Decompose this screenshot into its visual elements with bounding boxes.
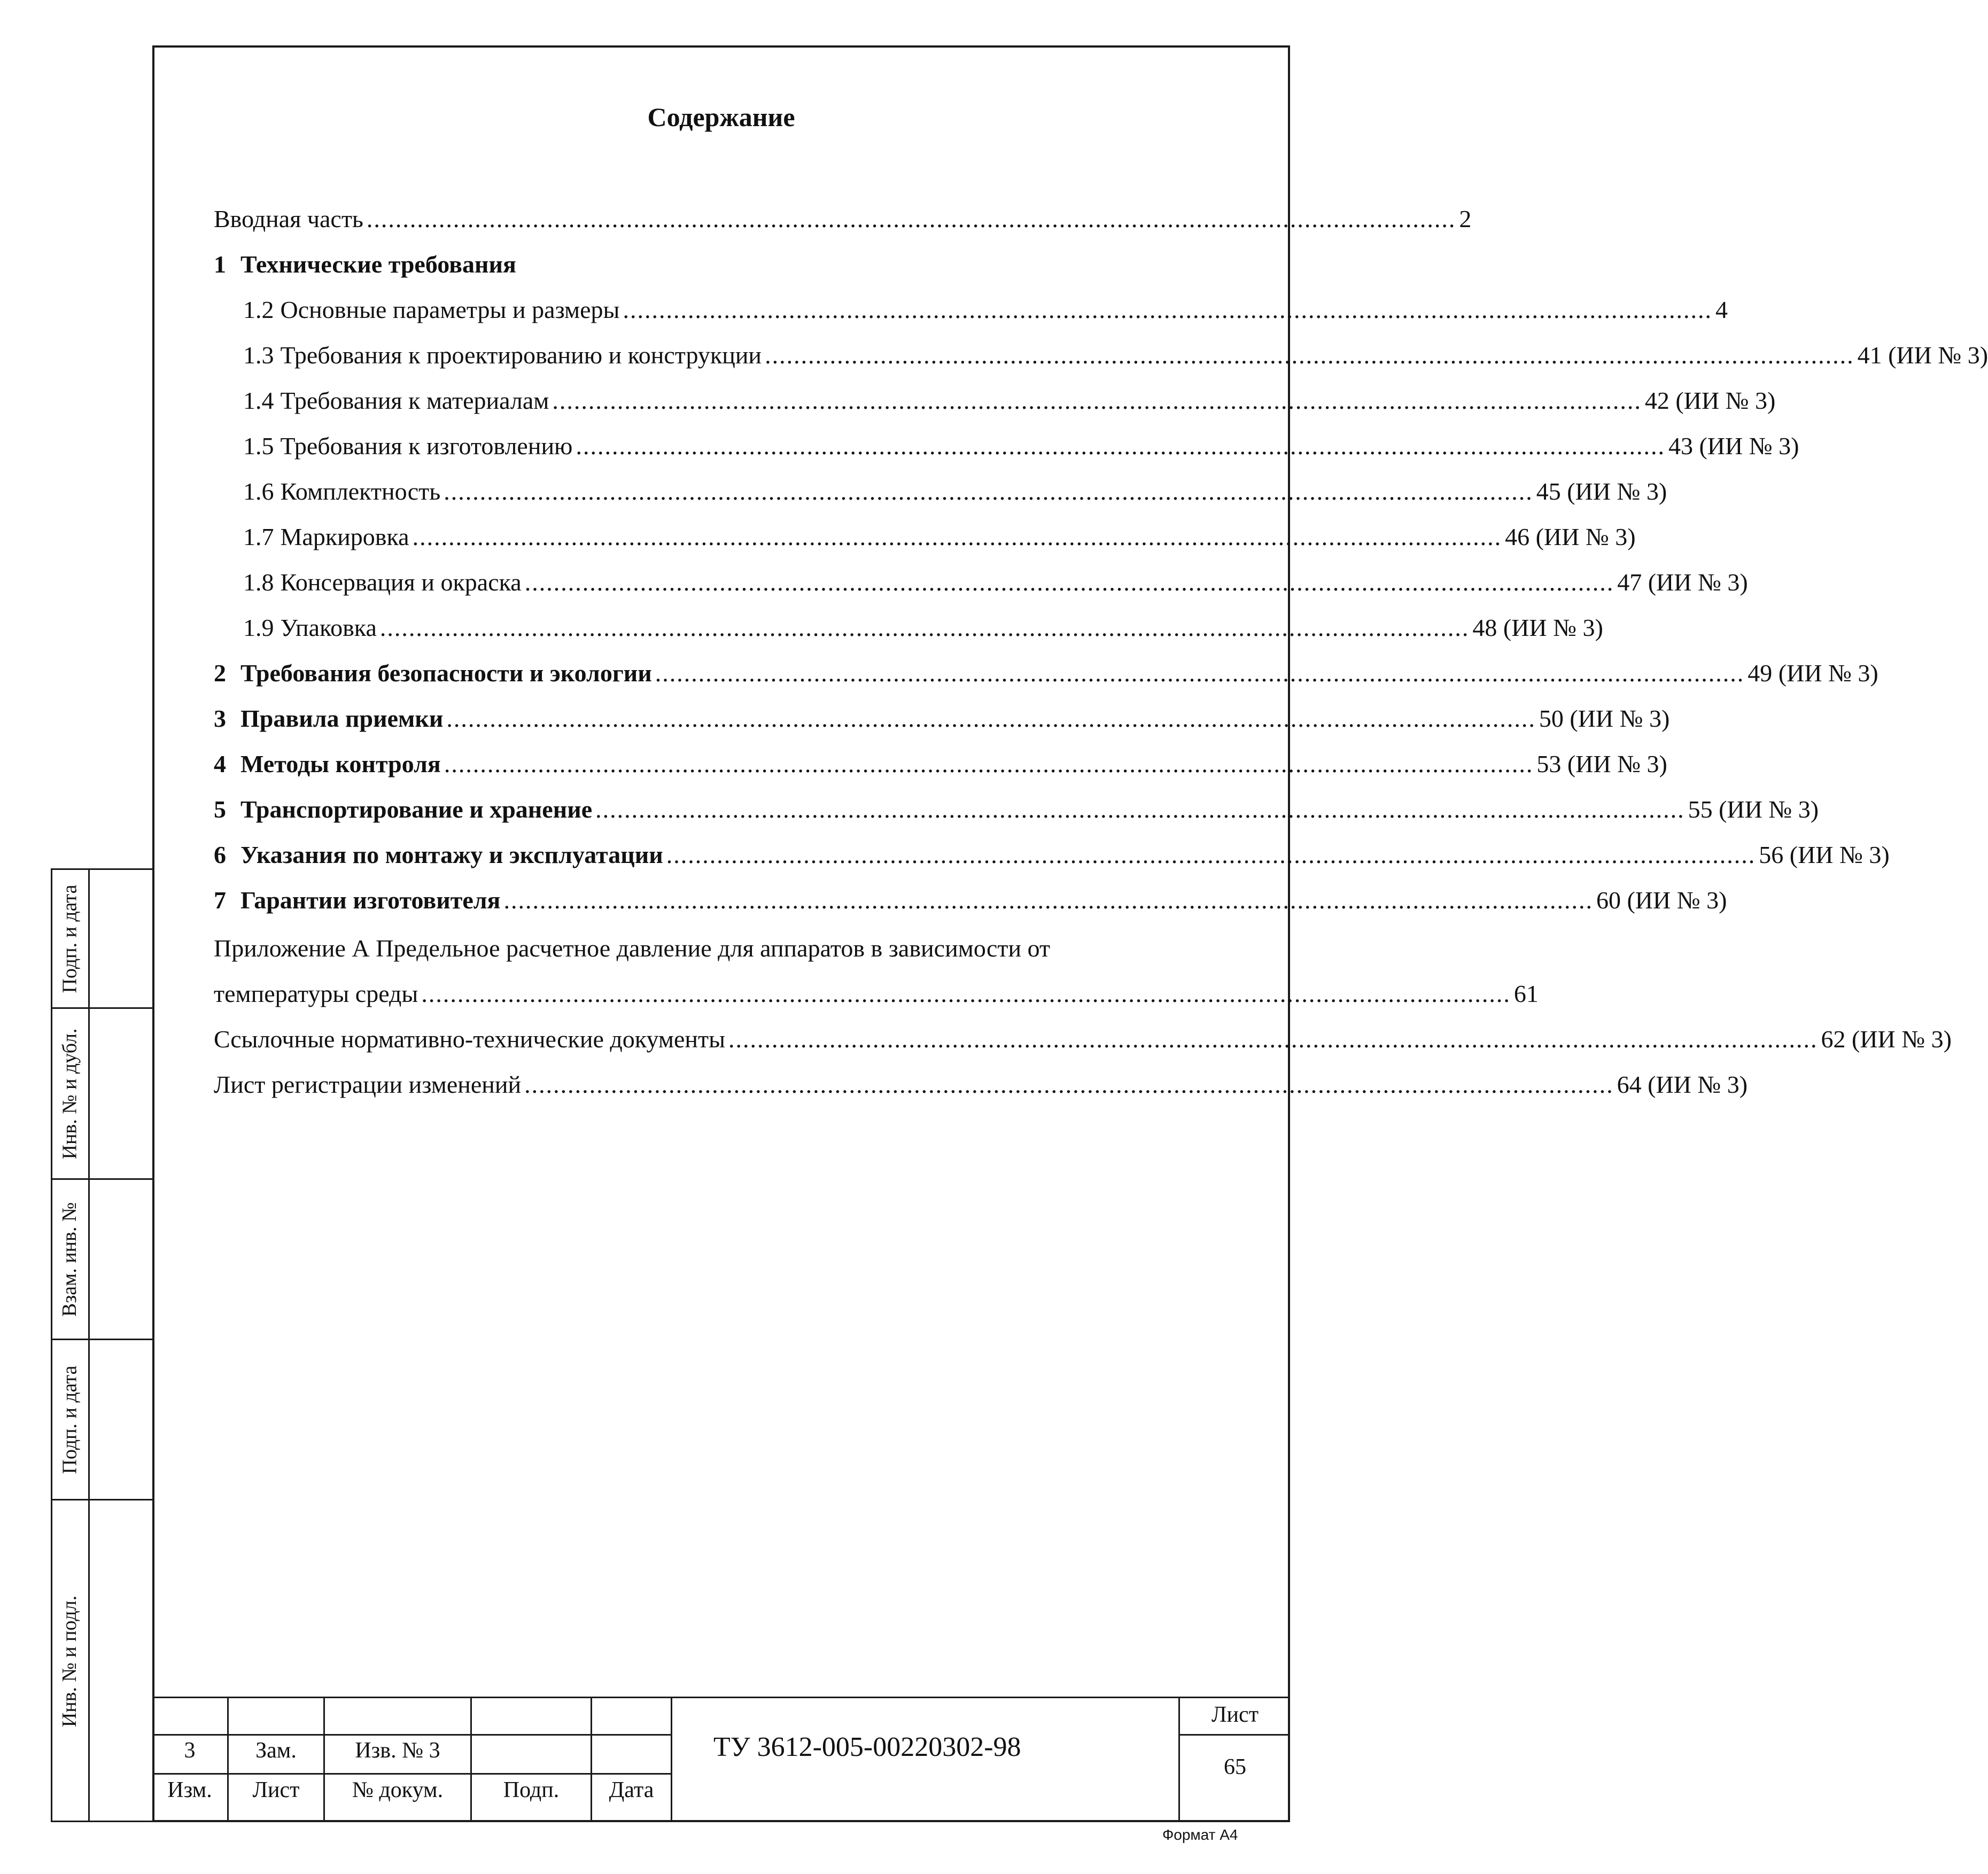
toc-item-1-8[interactable]	[243, 566, 1748, 598]
toc-item-intro[interactable]	[214, 203, 1472, 235]
stamp-sheet-number: 65	[1224, 1755, 1246, 1779]
stamp-izm-value: 3	[184, 1738, 196, 1763]
toc-section-5[interactable]	[214, 794, 1819, 826]
toc-page: 62 (ИИ № 3)	[1821, 1025, 1952, 1053]
toc-number: 1.7	[243, 523, 274, 550]
toc-label: Требования к изготовлению	[280, 432, 573, 460]
toc-page: 61	[1513, 980, 1539, 1007]
toc-number: 1.4	[243, 387, 274, 414]
toc-label: Маркировка	[280, 523, 409, 550]
toc-leader: .......................................................................................................................................................	[379, 614, 1470, 641]
toc-label: Комплектность	[280, 478, 441, 505]
toc-page: 49 (ИИ № 3)	[1748, 659, 1878, 687]
title-block-rule	[152, 1734, 671, 1736]
toc-item-1-6[interactable]	[243, 476, 1667, 508]
stamp-dokum-value: Изв. № 3	[355, 1738, 440, 1763]
toc-page: 41 (ИИ № 3)	[1857, 341, 1988, 369]
toc-item-1-7[interactable]	[243, 521, 1636, 553]
toc-number: 1.3	[243, 341, 274, 369]
toc-page: 50 (ИИ № 3)	[1539, 705, 1670, 732]
toc-number: 3	[214, 705, 226, 732]
title-block-rule	[152, 1773, 671, 1775]
toc-page: 45 (ИИ № 3)	[1536, 478, 1667, 505]
toc-page: 46 (ИИ № 3)	[1505, 523, 1636, 550]
toc-label: Требования безопасности и экологии	[240, 659, 652, 687]
toc-leader: .......................................................................................................................................................	[655, 659, 1745, 687]
toc-number: 5	[214, 796, 226, 823]
toc-leader: .......................................................................................................................................................	[412, 523, 1502, 550]
toc-number: 4	[214, 750, 226, 777]
toc-page: 48 (ИИ № 3)	[1472, 614, 1603, 641]
toc-leader: .......................................................................................................................................................	[524, 1071, 1614, 1098]
toc-leader: .......................................................................................................................................................	[728, 1025, 1818, 1053]
toc-page: 2	[1459, 205, 1472, 232]
toc-section-4[interactable]	[214, 748, 1667, 780]
page-title: Содержание	[647, 102, 795, 132]
toc-page: 64 (ИИ № 3)	[1617, 1071, 1748, 1098]
toc-label: Консервация и окраска	[280, 569, 522, 596]
toc-page: 43 (ИИ № 3)	[1668, 432, 1799, 460]
toc-page: 53 (ИИ № 3)	[1536, 750, 1667, 777]
toc-number: 2	[214, 659, 226, 687]
toc-item-1-2[interactable]	[243, 294, 1728, 326]
title-block-rule	[470, 1697, 472, 1822]
toc-appendix-a-line2[interactable]	[214, 978, 1539, 1010]
document-code: ТУ 3612-005-00220302-98	[713, 1732, 1021, 1762]
toc-label: Транспортирование и хранение	[240, 796, 593, 823]
toc-item-1-5[interactable]	[243, 430, 1799, 462]
toc-number: 1.2	[243, 296, 274, 323]
toc-number: 1.8	[243, 569, 274, 596]
toc-label: Вводная часть	[214, 205, 363, 232]
toc-page: 55 (ИИ № 3)	[1688, 796, 1819, 823]
toc-page: 4	[1715, 296, 1728, 323]
toc-leader: .......................................................................................................................................................	[765, 341, 1854, 369]
stamp-header-data: Дата	[609, 1778, 654, 1802]
toc-section-2[interactable]	[214, 657, 1878, 689]
side-label-podp-data-2: Подп. и дата	[58, 1365, 81, 1474]
toc-label: Основные параметры и размеры	[280, 296, 620, 323]
toc-label: Ссылочные нормативно-технические документы	[214, 1025, 726, 1053]
format-label: Формат А4	[1162, 1826, 1238, 1843]
toc-label: Указания по монтажу и эксплуатации	[240, 841, 663, 868]
toc-label: Технические требования	[240, 251, 516, 278]
title-block-rule	[671, 1697, 672, 1822]
toc-leader: .......................................................................................................................................................	[666, 841, 1756, 868]
stamp-header-izm: Изм.	[167, 1778, 212, 1802]
toc-section-7[interactable]	[214, 884, 1727, 916]
toc-label: Требования к материалам	[280, 387, 549, 414]
toc-item-changes[interactable]	[214, 1069, 1748, 1101]
toc-page: 56 (ИИ № 3)	[1759, 841, 1890, 868]
toc-number: 1.6	[243, 478, 274, 505]
toc-section-6[interactable]	[214, 839, 1890, 871]
stamp-list-value: Зам.	[255, 1738, 297, 1763]
toc-section-3[interactable]	[214, 703, 1670, 735]
toc-appendix-a-line1[interactable]: Приложение А Предельное расчетное давление для аппаратов в зависимости от	[214, 935, 1051, 962]
toc-label: температуры среды	[214, 980, 418, 1007]
toc-leader: .......................................................................................................................................................	[444, 750, 1534, 777]
toc-page: 42 (ИИ № 3)	[1644, 387, 1776, 414]
toc-item-1-4[interactable]	[243, 385, 1776, 417]
side-label-inv-podl: Инв. № и подл.	[58, 1595, 81, 1728]
side-label-vzam-inv: Взам. инв. №	[58, 1202, 81, 1317]
toc-leader: .......................................................................................................................................................	[444, 478, 1533, 505]
toc-label: Упаковка	[280, 614, 377, 641]
toc-leader: .......................................................................................................................................................	[503, 887, 1593, 914]
toc-item-1-9[interactable]	[243, 612, 1603, 644]
toc-leader: .......................................................................................................................................................	[524, 569, 1614, 596]
side-label-podp-data: Подп. и дата	[58, 884, 81, 993]
toc-label: Методы контроля	[240, 750, 441, 777]
title-block-rule	[1178, 1734, 1290, 1736]
toc-item-1-3[interactable]	[243, 339, 1988, 371]
toc-leader: .......................................................................................................................................................	[421, 980, 1511, 1007]
toc-leader: .......................................................................................................................................................	[552, 387, 1642, 414]
title-block-rule	[591, 1697, 592, 1822]
toc-number: 1	[214, 251, 226, 278]
toc-leader: .......................................................................................................................................................	[623, 296, 1712, 323]
toc-label: Лист регистрации изменений	[214, 1071, 522, 1098]
toc-number: 6	[214, 841, 226, 868]
stamp-header-dokum: № докум.	[352, 1778, 444, 1802]
toc-leader: .......................................................................................................................................................	[576, 432, 1665, 460]
toc-number: 7	[214, 887, 226, 914]
toc-label: Требования к проектированию и конструкции	[280, 341, 762, 369]
toc-page: 47 (ИИ № 3)	[1617, 569, 1748, 596]
stamp-header-list: Лист	[252, 1778, 300, 1802]
toc-label: Правила приемки	[240, 705, 444, 732]
toc-label: Гарантии изготовителя	[240, 887, 501, 914]
toc-number: 1.5	[243, 432, 274, 460]
toc-leader: .......................................................................................................................................................	[446, 705, 1536, 732]
side-label-inv-dubl: Инв. № и дубл.	[58, 1028, 81, 1159]
toc-page: 60 (ИИ № 3)	[1596, 887, 1727, 914]
toc-leader: .......................................................................................................................................................	[595, 796, 1685, 823]
toc-item-references[interactable]	[214, 1023, 1952, 1055]
stamp-sheet-label: Лист	[1212, 1702, 1259, 1727]
toc-leader: .......................................................................................................................................................	[366, 205, 1456, 232]
toc-section-1[interactable]	[214, 248, 516, 281]
side-stamp-divider	[88, 868, 90, 1822]
toc-number: 1.9	[243, 614, 274, 641]
stamp-header-podp: Подп.	[503, 1778, 560, 1802]
